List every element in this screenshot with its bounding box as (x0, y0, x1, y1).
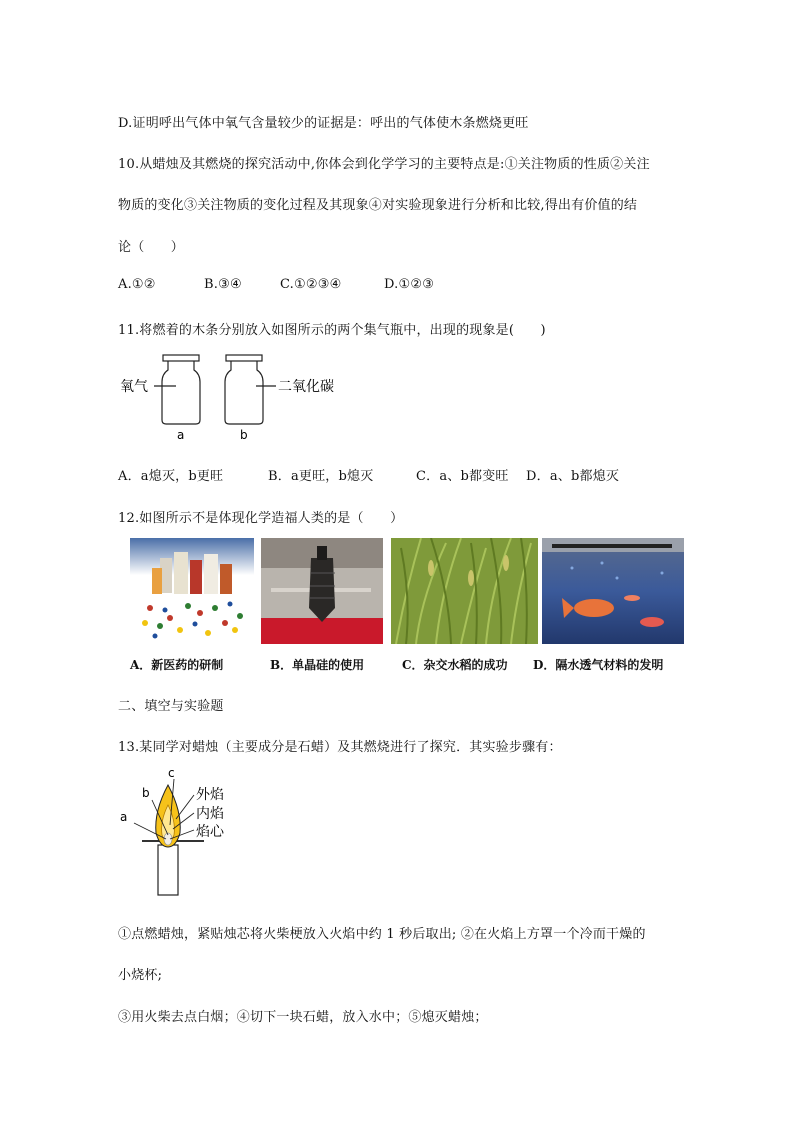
q12-caption-c: C．杂交水稻的成功 (402, 658, 508, 672)
q13-steps-line2: 小烧杯; (118, 968, 163, 983)
q10-stem-line3: 论（ ） (118, 240, 185, 255)
q10-option-d: D.①②③ (384, 277, 435, 292)
q11-option-c: C．a、b都变旺 (416, 469, 509, 484)
label-a: a (120, 810, 128, 824)
q13-stem: 13.某同学对蜡烛（主要成分是石蜡）及其燃烧进行了探究．其实验步骤有： (118, 740, 562, 755)
co2-label: 二氧化碳 (278, 379, 334, 395)
bottle-a-lid (163, 355, 199, 361)
q13-steps-line1: ①点燃蜡烛，紧贴烛芯将火柴梗放入火焰中约 1 秒后取出; ②在火焰上方罩一个冷而干燥的 (118, 927, 646, 942)
q12-stem: 12.如图所示不是体现化学造福人类的是（ ） (118, 511, 404, 526)
q10-stem-line2: 物质的变化③关注物质的变化过程及其现象④对实验现象进行分析和比较,得出有价值的结 (118, 198, 638, 213)
waterproof-material-photo (542, 538, 684, 644)
q13-steps-line3: ③用火柴去点白烟；④切下一块石蜡，放入水中；⑤熄灭蜡烛； (118, 1010, 488, 1025)
bottle-b-lid (226, 355, 262, 361)
flame-core-label: 焰心 (196, 824, 224, 840)
silicon-crystal-photo (261, 538, 383, 644)
q12-caption-a: A．新医药的研制 (130, 658, 224, 672)
q10-option-b: B.③④ (204, 277, 242, 292)
q10-stem-line1: 10.从蜡烛及其燃烧的探究活动中,你体会到化学学习的主要特点是:①关注物质的性质②关注 (118, 157, 650, 172)
q11-stem: 11.将燃着的木条分别放入如图所示的两个集气瓶中，出现的现象是( ) (118, 323, 546, 338)
candle-flame-figure (118, 765, 248, 897)
q11-option-d: D．a、b都熄灭 (526, 469, 620, 484)
q12-caption-d: D．隔水透气材料的发明 (533, 658, 664, 672)
q11-options (118, 465, 619, 484)
q10-options (118, 277, 434, 292)
q11-option-a: A．a熄灭，b更旺 (118, 469, 224, 484)
candle-body (158, 845, 178, 895)
inner-flame-label: 内焰 (196, 806, 224, 822)
bottle-a-label: a (177, 428, 185, 442)
bottle-b-label: b (240, 428, 248, 442)
outer-flame-label: 外焰 (196, 787, 224, 803)
gas-jars-figure (118, 350, 348, 445)
hybrid-rice-photo (391, 538, 538, 644)
q12-caption-b: B．单晶硅的使用 (270, 658, 365, 672)
bottle-b-body (225, 361, 263, 424)
bottle-a-body (162, 361, 200, 424)
oxygen-label: 氧气 (120, 379, 148, 395)
q11-option-b: B．a更旺，b熄灭 (268, 469, 374, 484)
section-two-heading: 二、填空与实验题 (118, 699, 224, 714)
q10-option-c: C.①②③④ (280, 277, 342, 292)
q9-option-d: D.证明呼出气体中氧气含量较少的证据是：呼出的气体使木条燃烧更旺 (118, 116, 529, 131)
q10-option-a: A.①② (118, 277, 156, 292)
label-c: c (168, 766, 175, 780)
medicine-photo (130, 538, 254, 644)
label-b: b (142, 786, 150, 800)
